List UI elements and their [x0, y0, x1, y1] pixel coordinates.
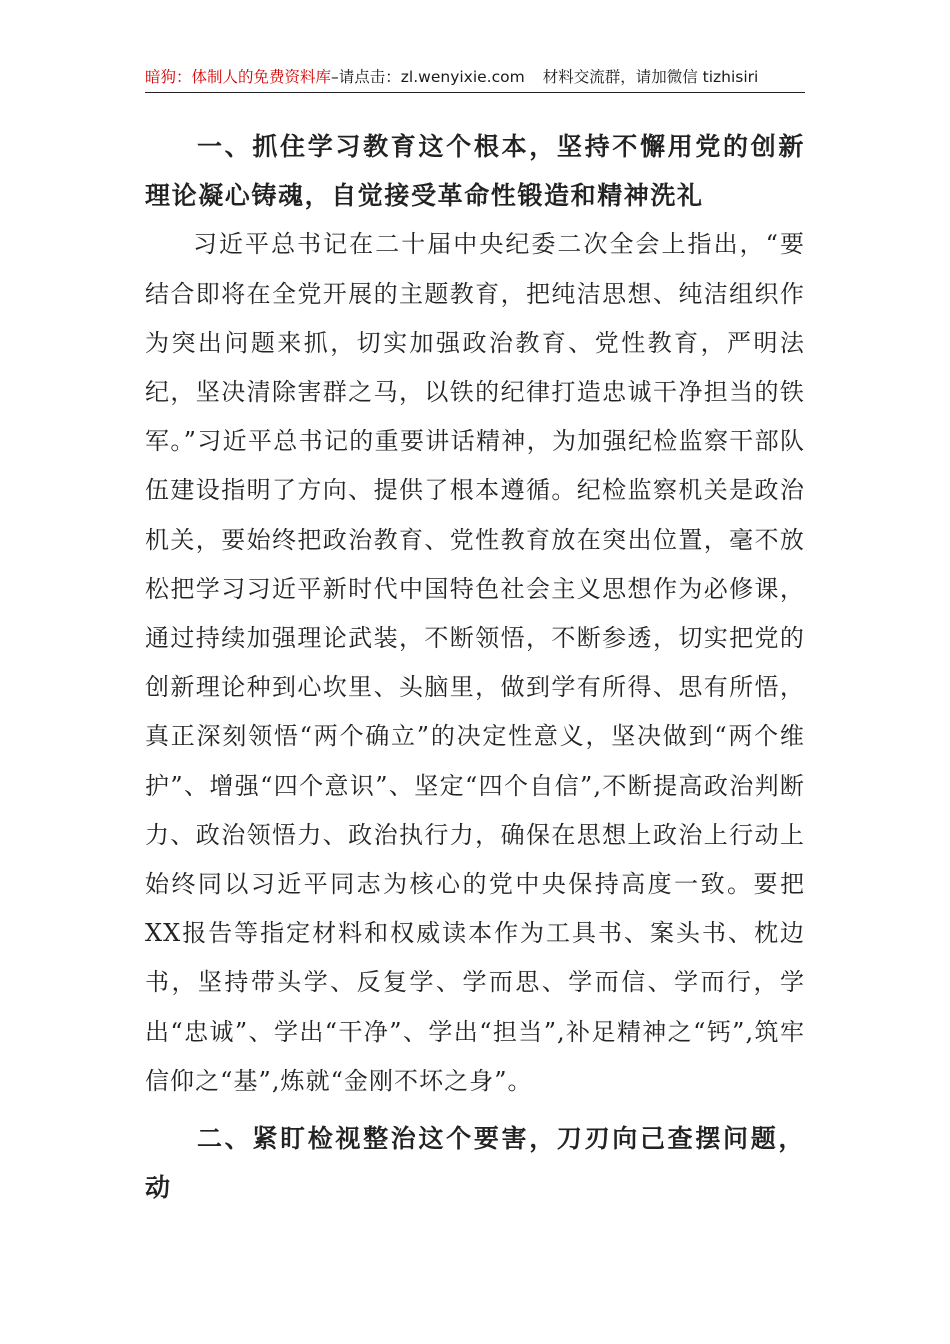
header-link-prefix: –请点击：: [331, 68, 401, 86]
header-site-name: 暗狗：体制人的免费资料库: [145, 68, 332, 86]
section-2-heading: 二、紧盯检视整治这个要害，刀刃向己查摆问题，动: [145, 1124, 805, 1203]
section-1-body: 习近平总书记在二十届中央纪委二次全会上指出，“要结合即将在全党开展的主题教育，把纯洁思想、纯洁组织作为突出问题来抓，切实加强政治教育、党性教育，严明法纪，坚决清除害群之马，以铁的纪律打造忠诚干净担当的铁军。”习近平总书记的重要讲话精神，为加强纪检监察干部队伍建设指明了方向、提供了根本遵循。纪检监察机关是政治机关，要始终把政治教育、党性教育放在突出位置，毫不放松把学习习近平新时代中国特色社会主义思想作为必修课，通过持续加强理论武装，不断领悟，不断参透，切实把党的创新理论种到心坎里、头脑里，做到学有所得、思有所悟，真正深刻领悟“两个确立”的决定性意义，坚决做到“两个维护”、增强“四个意识”、坚定“四个自信”,不断提高政治判断力、政治领悟力、政治执行力，确保在思想上政治上行动上始终同以习近平同志为核心的党中央保持高度一致。要把XX报告等指定材料和权威读本作为工具书、案头书、枕边书，坚持带头学、反复学、学而思、学而信、学而行，学出“忠诚”、学出“干净”、学出“担当”,补足精神之“钙”,筑牢信仰之“基”,炼就“金刚不坏之身”。: [145, 230, 805, 1095]
page-header: [145, 62, 805, 93]
section-1-heading: 一、抓住学习教育这个根本，坚持不懈用党的创新理论凝心铸魂，自觉接受革命性锻造和精神洗礼: [145, 132, 805, 211]
header-wechat-note: 材料交流群，请加微信 tizhisiri: [542, 68, 759, 86]
document-body: [145, 122, 805, 1212]
header-url-link[interactable]: zl.wenyixie.com: [400, 68, 525, 86]
